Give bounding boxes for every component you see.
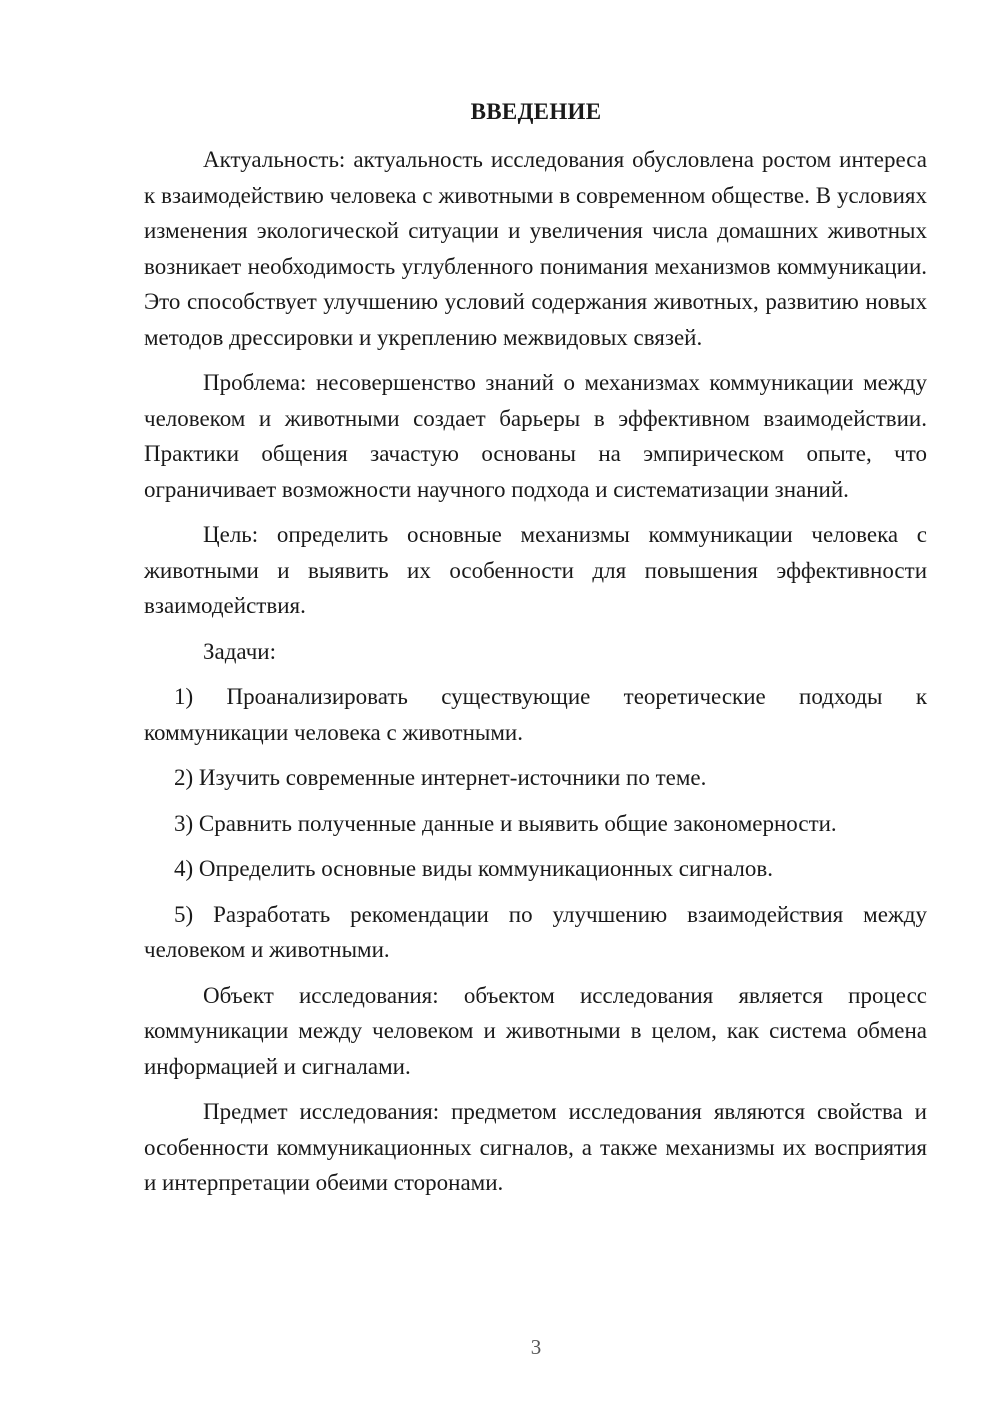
object-paragraph: Объект исследования: объектом исследования является процесс коммуникации между человеком и животными в целом, как система обмена информацией и сигналами. (144, 982, 927, 1079)
goal-paragraph: Цель: определить основные механизмы коммуникации человека с животными и выявить их особенности для повышения эффективности взаимодействия. (144, 522, 927, 618)
problem-paragraph: Проблема: несовершенство знаний о механизмах коммуникации между человеком и животными создает барьеры в эффективном взаимодействии. Практики общения зачастую основаны на эмпирическом опыте, что ограничивает возможности научного подхода и систематизации знаний. (144, 370, 927, 502)
section-heading: ВВЕДЕНИЕ (470, 99, 602, 124)
tasks-label: Задачи: (203, 638, 276, 664)
body-text (144, 142, 927, 1211)
task-item: 2) Изучить современные интернет-источники по теме. (174, 765, 707, 790)
relevance-paragraph: Актуальность: актуальность исследования обусловлена ростом интереса к взаимодействию человека с животными в современном обществе. В условиях изменения экологической ситуации и увеличения числа домашних животных возникает необходимость углубленного понимания механизмов коммуникации. Это способствует улучшению условий содержания животных, развитию новых методов дрессировки и укреплению межвидовых связей. (144, 147, 927, 350)
task-item: 4) Определить основные виды коммуникационных сигналов. (174, 856, 773, 881)
task-item: 5) Разработать рекомендации по улучшению взаимодействия между человеком и животными. (144, 901, 927, 962)
task-item: 3) Сравнить полученные данные и выявить общие закономерности. (174, 810, 837, 836)
task-item: 1) Проанализировать существующие теоретические подходы к коммуникации человека с животными. (144, 684, 927, 745)
page-number: 3 (530, 1335, 542, 1359)
subject-paragraph: Предмет исследования: предметом исследования являются свойства и особенности коммуникационных сигналов, а также механизмы их восприятия и интерпретации обеими сторонами. (144, 1099, 927, 1195)
